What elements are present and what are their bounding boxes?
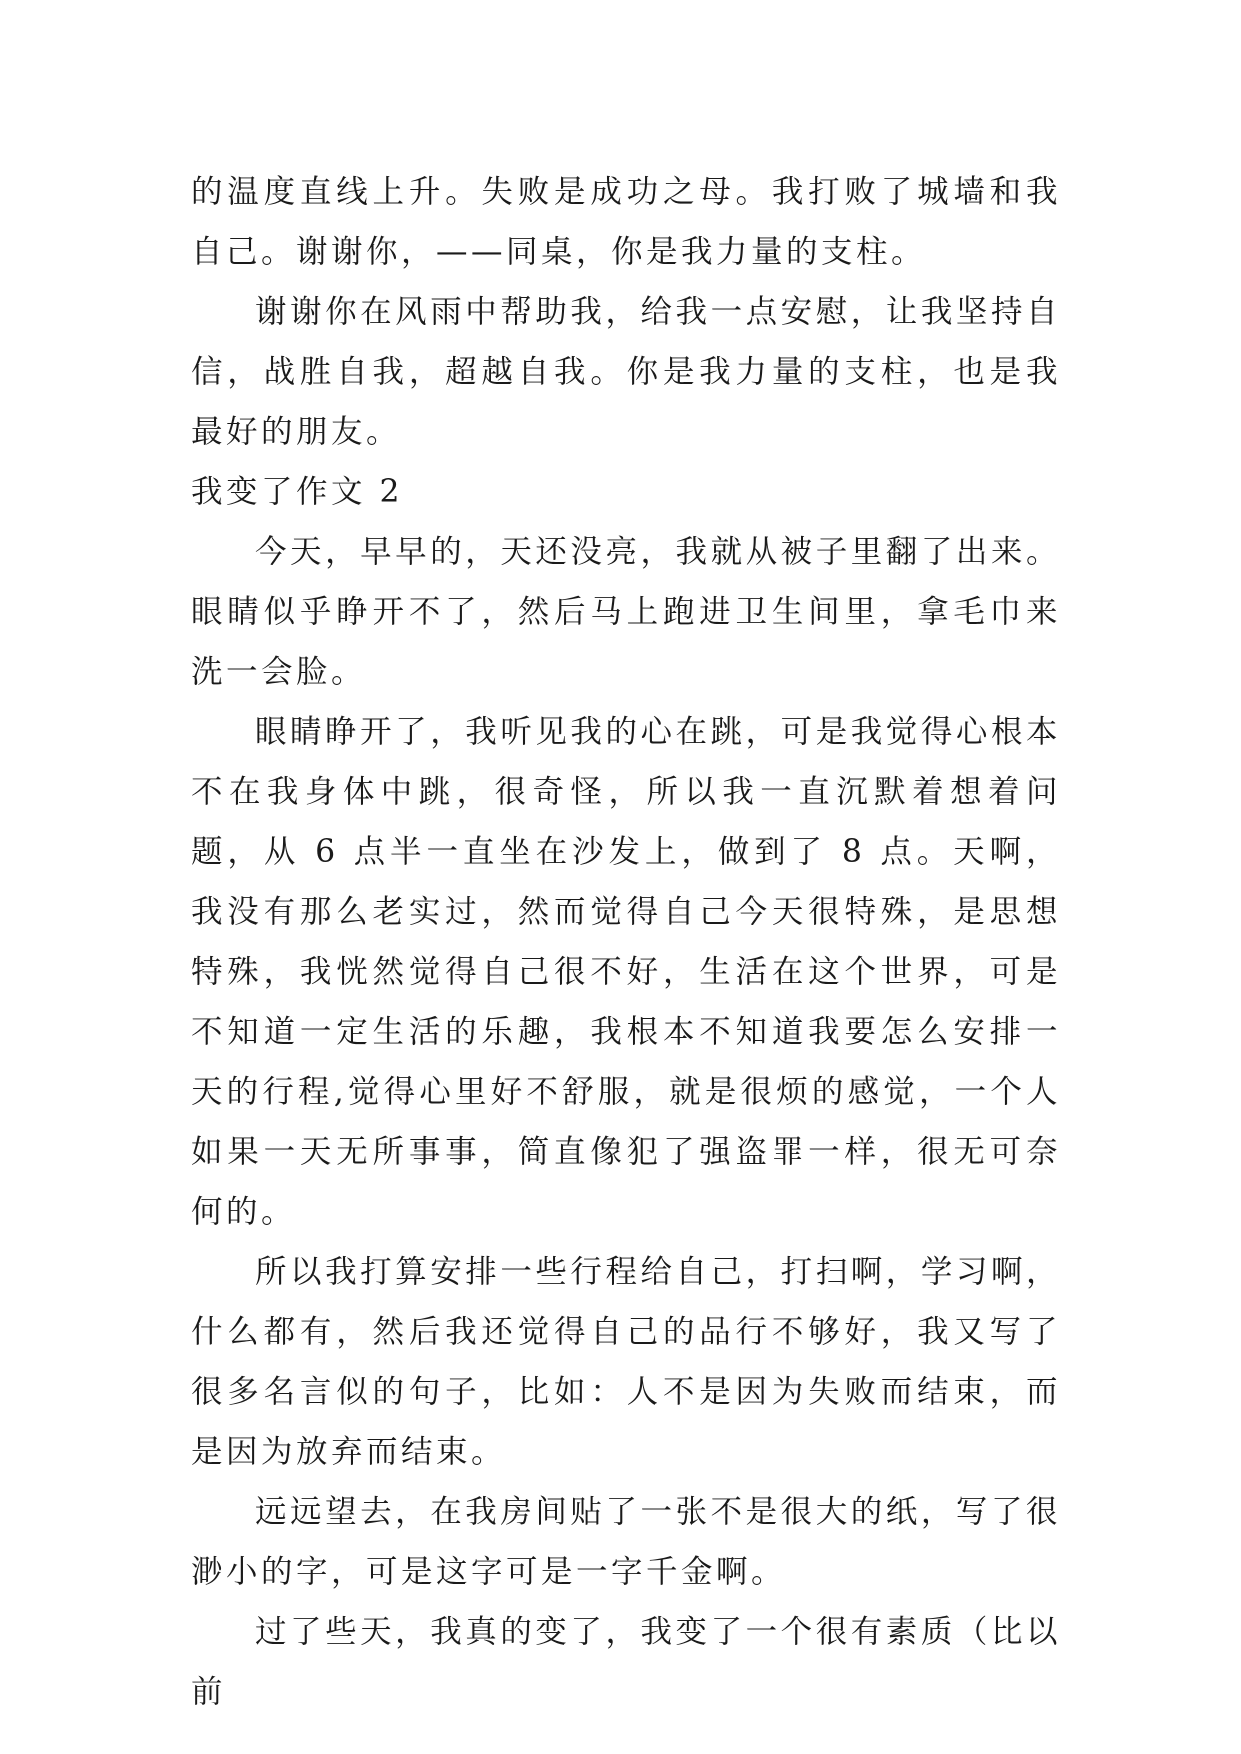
paragraph: 眼睛睁开了，我听见我的心在跳，可是我觉得心根本不在我身体中跳，很奇怪，所以我一直沉默着想着问题，从 6 点半一直坐在沙发上，做到了 8 点。天啊，我没有那么老实过，然而觉得自己今天很特殊，是思想特殊，我恍然觉得自己很不好，生活在这个世界，可是不知道一定生活的乐趣，我根本不知道我要怎么安排一天的行程,觉得心里好不舒服，就是很烦的感觉，一个人如果一天无所事事，简直像犯了强盗罪一样，很无可奈何的。	[191, 714, 1061, 1230]
section-heading: 我变了作文 2	[191, 474, 404, 510]
paragraph: 今天，早早的，天还没亮，我就从被子里翻了出来。眼睛似乎睁开不了，然后马上跑进卫生间里，拿毛巾来洗一会脸。	[191, 534, 1061, 690]
paragraph: 所以我打算安排一些行程给自己，打扫啊，学习啊，什么都有，然后我还觉得自己的品行不够好，我又写了很多名言似的句子，比如：人不是因为失败而结束，而是因为放弃而结束。	[191, 1254, 1061, 1470]
paragraph: 远远望去，在我房间贴了一张不是很大的纸，写了很渺小的字，可是这字可是一字千金啊。	[191, 1494, 1061, 1590]
paragraph: 的温度直线上升。失败是成功之母。我打败了城墙和我自己。谢谢你，——同桌，你是我力量的支柱。	[191, 174, 1061, 270]
paragraph: 过了些天，我真的变了，我变了一个很有素质（比以前	[191, 1614, 1061, 1710]
paragraph: 谢谢你在风雨中帮助我，给我一点安慰，让我坚持自信，战胜自我，超越自我。你是我力量的支柱，也是我最好的朋友。	[191, 294, 1061, 450]
document-body	[191, 162, 1061, 1722]
